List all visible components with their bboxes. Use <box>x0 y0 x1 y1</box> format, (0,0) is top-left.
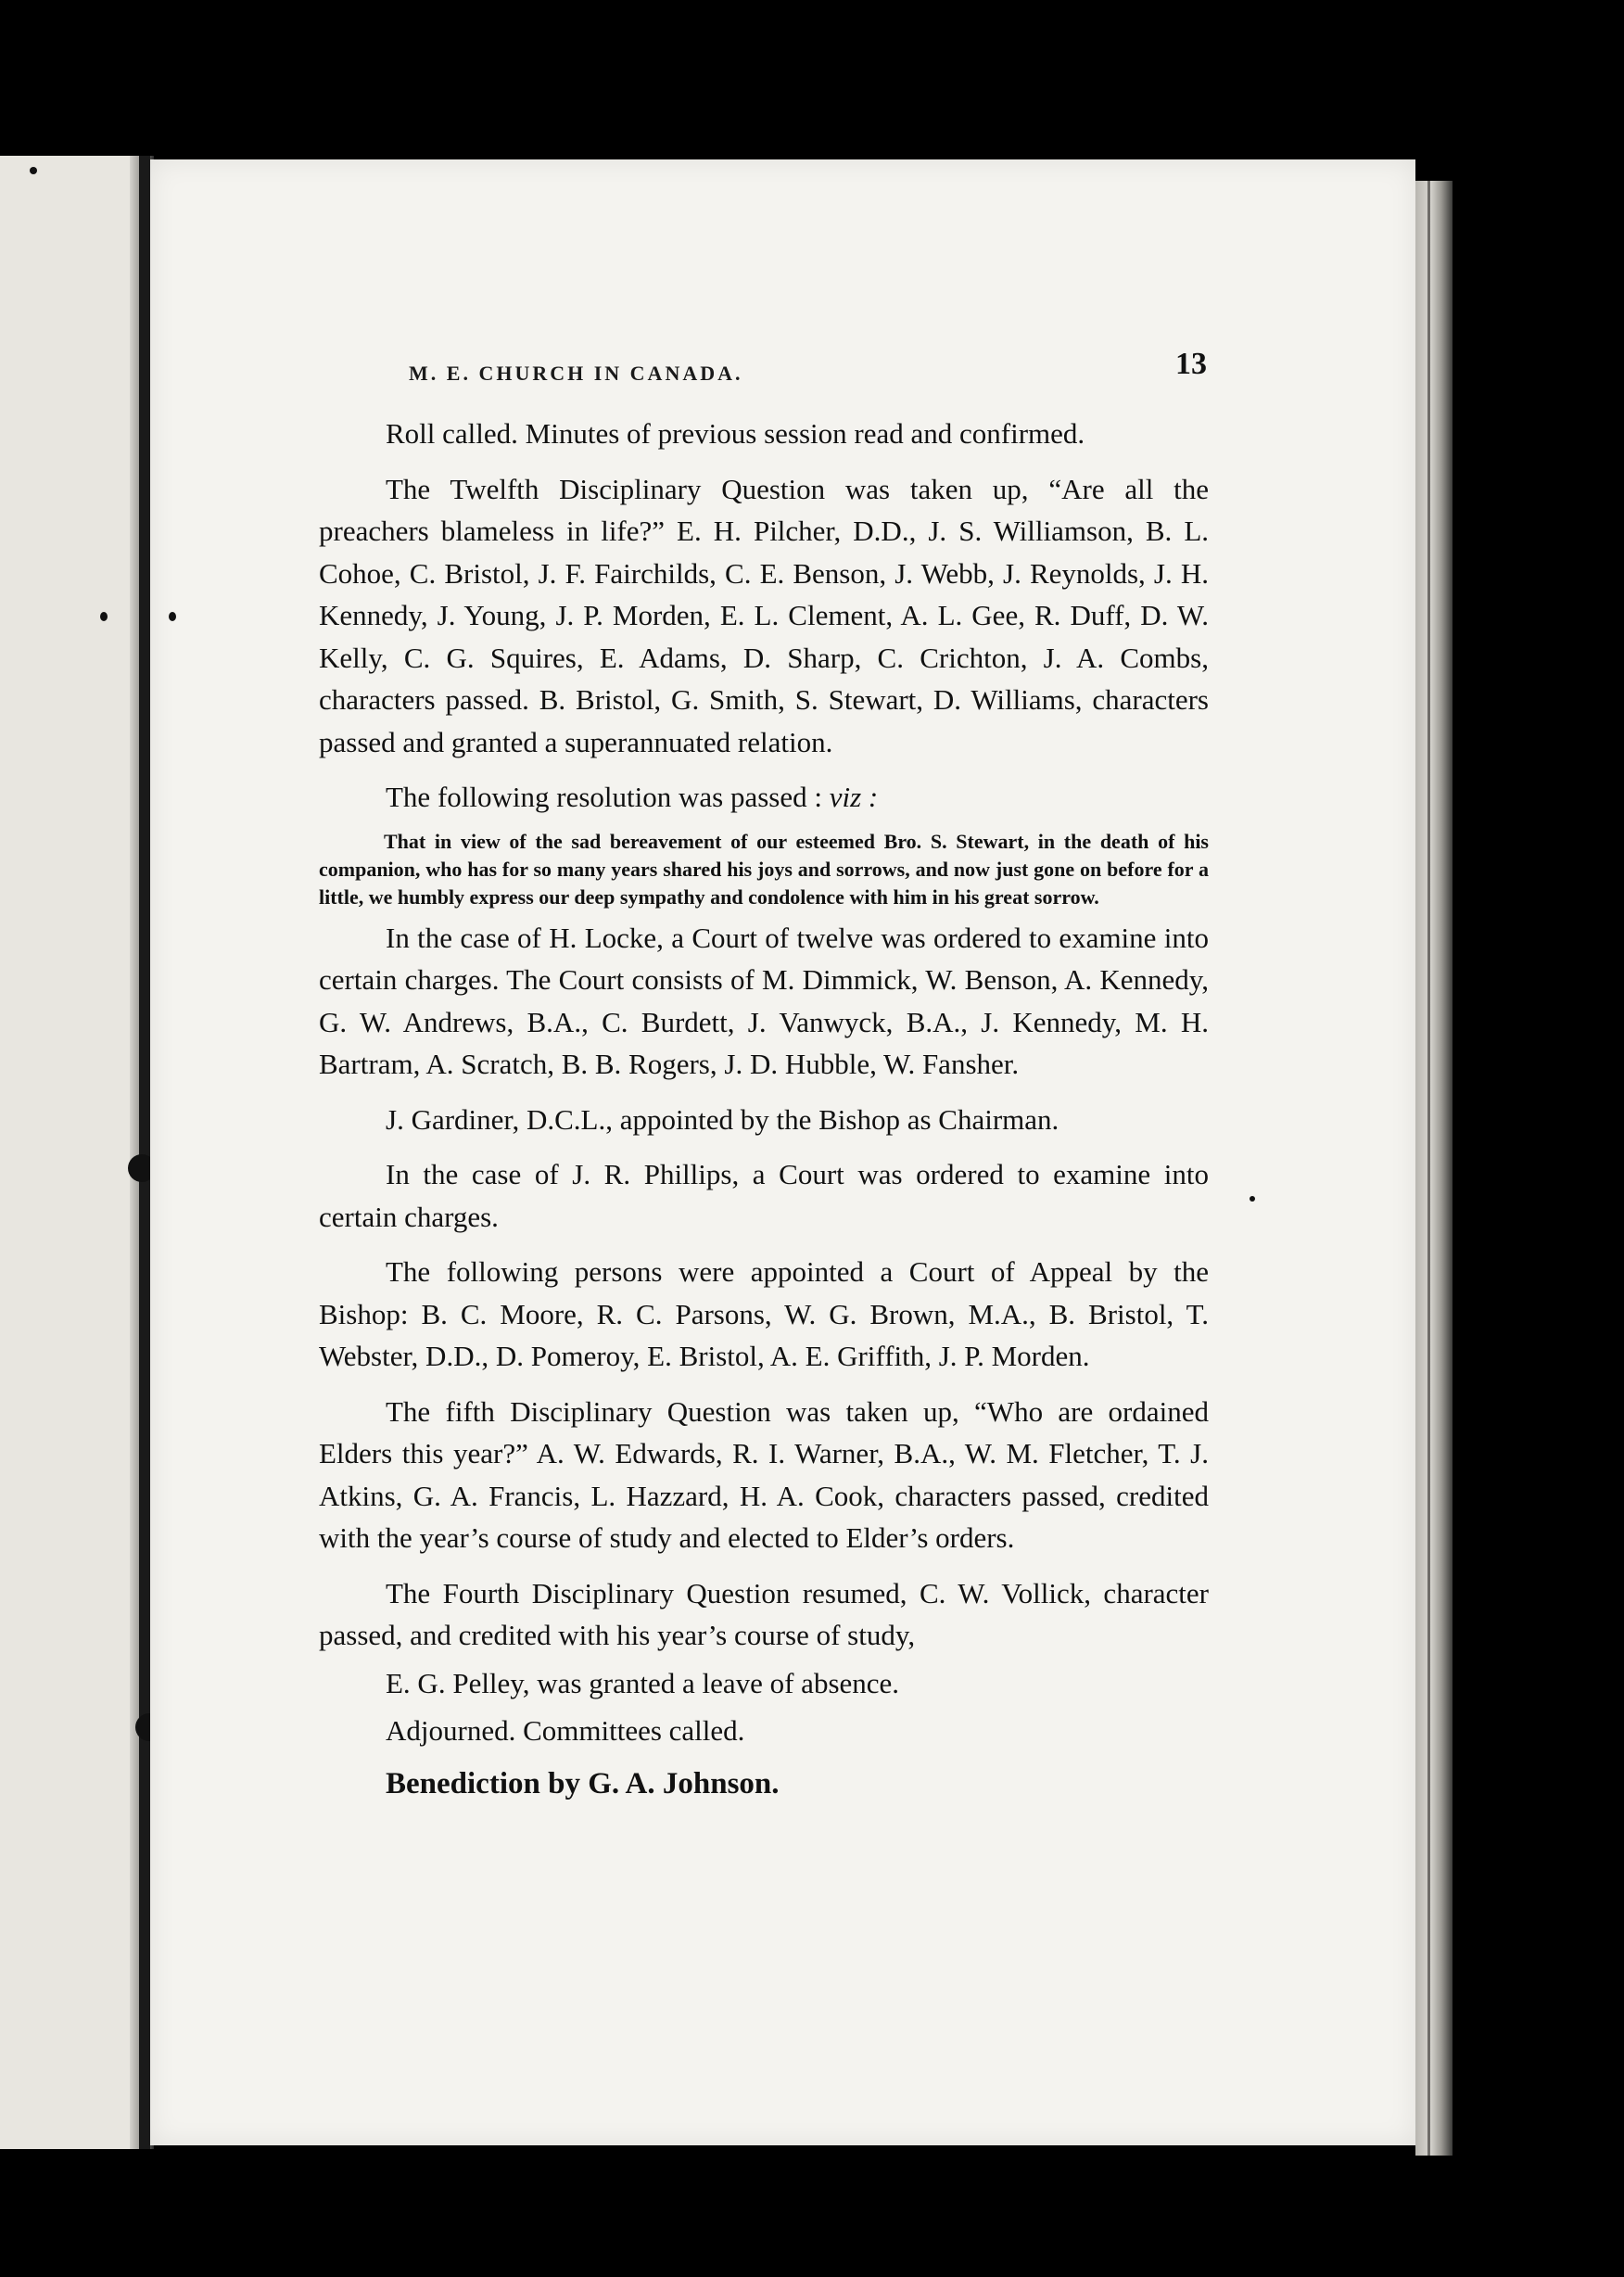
paragraph-locke-court: In the case of H. Locke, a Court of twelve was ordered to examine into certain charges. The Court consists of M. Dimmick, W. Benson, A. Kennedy, G. W. Andrews, B.A., C. Burdett, J. Vanwyck, B.A., J. Kennedy, M. H. Bartram, A. Scratch, B. B. Rogers, J. D. Hubble, W. Fansher. <box>319 921 1209 1080</box>
paragraph-court-of-appeal: The following persons were appointed a Court of Appeal by the Bishop: B. C. Moore, R. C. Parsons, W. G. Brown, M.A., B. Bristol, T. Webster, D.D., D. Pomeroy, E. Bristol, A. E. Griffith, J. P. Morden. <box>319 1255 1209 1372</box>
closing-adjourned: Adjourned. Committees called. <box>386 1714 745 1747</box>
ink-speck <box>169 612 176 621</box>
paragraph-gardiner: J. Gardiner, D.C.L., appointed by the Bishop as Chairman. <box>386 1102 1059 1136</box>
resolution-text: That in view of the sad bereavement of our esteemed Bro. S. Stewart, in the death of his companion, who has for so many years shared his joys and sorrows, and now just gone on before for a little, we humbly express our deep sympathy and condolence with him in his great sorrow. <box>319 829 1209 909</box>
paragraph-fourth-question: The Fourth Disciplinary Question resumed, C. W. Vollick, character passed, and credited with his year’s course of study, <box>319 1576 1209 1651</box>
resolution-intro-text: The following resolution was passed : <box>386 781 822 813</box>
resolution-viz: viz : <box>829 781 879 813</box>
paragraph-phillips: In the case of J. R. Phillips, a Court was ordered to examine into certain charges. <box>319 1158 1209 1233</box>
binding-edge <box>139 156 150 2149</box>
ink-speck <box>100 612 108 621</box>
facing-page-fragment <box>0 156 139 2149</box>
closing-pelley: E. G. Pelley, was granted a leave of absence. <box>386 1666 900 1699</box>
page-edge-line <box>1427 181 1430 2156</box>
paragraph-fifth-question: The fifth Disciplinary Question was taken up, “Who are ordained Elders this year?” A. W. Edwards, R. I. Warner, B.A., W. M. Fletcher, T. J. Atkins, G. A. Francis, L. Hazzard, H. A. Cook, characters passed, credited with the year’s course of study and elected to Elder’s orders. <box>319 1394 1209 1554</box>
page-number: 13 <box>1175 347 1207 381</box>
page-edge-stack <box>1415 181 1453 2156</box>
page-body <box>319 413 1209 1805</box>
benediction: Benediction by G. A. Johnson. <box>386 1766 780 1800</box>
ink-speck <box>1250 1196 1255 1202</box>
running-head: M. E. CHURCH IN CANADA. <box>409 362 743 385</box>
ink-speck <box>30 167 37 174</box>
paragraph-resolution-intro <box>319 776 1209 819</box>
paragraph-roll-called: Roll called. Minutes of previous session read and confirmed. <box>386 417 1085 450</box>
paragraph-twelfth-question: The Twelfth Disciplinary Question was taken up, “Are all the preachers blameless in life?” E. H. Pilcher, D.D., J. S. Williamson, B. L. Cohoe, C. Bristol, J. F. Fairchilds, C. E. Benson, J. Webb, J. Reynolds, J. H. Kennedy, J. Young, J. P. Morden, E. L. Clement, A. L. Gee, R. Duff, D. W. Kelly, C. G. Squires, E. Adams, D. Sharp, C. Crichton, J. A. Combs, characters passed. B. Bristol, G. Smith, S. Stewart, D. Williams, characters passed and granted a superannuated relation. <box>319 472 1209 758</box>
